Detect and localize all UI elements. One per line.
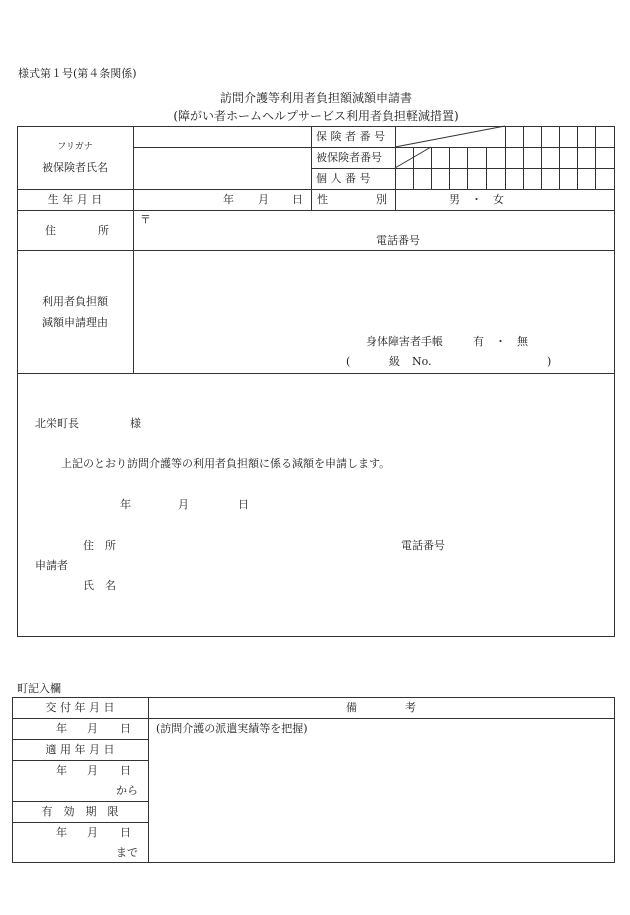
apply-year-unit: 年 bbox=[56, 764, 67, 777]
applicant-name-label: 氏 名 bbox=[83, 579, 116, 592]
birth-date-label: 生 年 月 日 bbox=[47, 193, 103, 206]
valid-year-unit: 年 bbox=[56, 826, 67, 839]
personal-number-label: 個 人 番 号 bbox=[316, 172, 371, 185]
issue-year-unit: 年 bbox=[56, 722, 67, 735]
application-year-unit: 年 bbox=[120, 498, 131, 511]
paren-open: ( bbox=[346, 355, 351, 368]
valid-period-label: 有 効 期 限 bbox=[41, 805, 119, 818]
application-day-unit: 日 bbox=[238, 498, 249, 511]
column-divider bbox=[148, 697, 149, 863]
issue-day-unit: 日 bbox=[120, 722, 131, 735]
applicant-label: 申請者 bbox=[35, 559, 68, 572]
applicant-name-field[interactable] bbox=[130, 576, 380, 594]
row-divider bbox=[12, 739, 148, 740]
insured-number-label: 被保険者番号 bbox=[316, 151, 382, 164]
address-label: 住 bbox=[45, 224, 56, 237]
birth-day-unit: 日 bbox=[292, 193, 303, 206]
sex-label: 性 bbox=[317, 193, 328, 206]
applicant-address-label: 住 所 bbox=[83, 539, 116, 552]
insured-name-field[interactable] bbox=[134, 148, 310, 188]
disability-book-label: 身体障害者手帳 bbox=[366, 335, 443, 348]
birth-year-unit: 年 bbox=[223, 193, 234, 206]
address-field[interactable] bbox=[152, 212, 612, 230]
apply-day-unit: 日 bbox=[120, 764, 131, 777]
until-label: まで bbox=[116, 846, 138, 859]
issue-month-unit: 月 bbox=[87, 722, 98, 735]
sex-options[interactable]: 男 ・ 女 bbox=[449, 193, 504, 206]
honorific: 様 bbox=[130, 417, 141, 430]
remarks-field[interactable] bbox=[152, 740, 612, 860]
furigana-field[interactable] bbox=[134, 127, 310, 146]
furigana-label: フリガナ bbox=[57, 142, 93, 152]
valid-month-unit: 月 bbox=[87, 826, 98, 839]
disability-number-label: No. bbox=[412, 355, 432, 368]
declaration-statement: 上記のとおり訪問介護等の利用者負担額に係る減額を申請します。 bbox=[61, 457, 391, 470]
insurer-number-label: 保 険 者 番 号 bbox=[316, 130, 385, 143]
disability-book-options[interactable]: 有 ・ 無 bbox=[473, 335, 528, 348]
applicant-phone-label: 電話番号 bbox=[401, 539, 445, 552]
addressee: 北栄町長 bbox=[35, 417, 79, 430]
reason-field[interactable] bbox=[134, 252, 612, 332]
office-section-heading: 町記入欄 bbox=[17, 682, 61, 695]
apply-date-label: 適 用 年 月 日 bbox=[45, 743, 115, 756]
remarks-label: 備 bbox=[346, 701, 357, 714]
grade-label: 級 bbox=[389, 355, 400, 368]
row-divider bbox=[12, 760, 148, 761]
form-subtitle: (障がい者ホームヘルプサービス利用者負担軽減措置) bbox=[173, 109, 459, 123]
row-divider bbox=[12, 718, 615, 719]
form-number: 様式第１号(第４条関係) bbox=[18, 67, 137, 80]
applicant-address-field[interactable] bbox=[130, 536, 380, 554]
valid-day-unit: 日 bbox=[120, 826, 131, 839]
row-divider bbox=[12, 822, 148, 823]
insured-name-label: 被保険者氏名 bbox=[42, 161, 108, 174]
postal-mark: 〒 bbox=[140, 213, 151, 226]
phone-label: 電話番号 bbox=[376, 234, 420, 247]
remarks-note: (訪問介護の派遣実績等を把握) bbox=[156, 722, 308, 735]
applicant-phone-field[interactable] bbox=[460, 536, 600, 554]
form-title: 訪問介護等利用者負担額減額申請書 bbox=[219, 91, 413, 105]
reason-label-line1: 利用者負担額 bbox=[42, 295, 108, 308]
remarks-label-end: 考 bbox=[405, 701, 416, 714]
paren-close: ) bbox=[547, 355, 552, 368]
address-label-end: 所 bbox=[98, 224, 109, 237]
from-label: から bbox=[116, 784, 138, 797]
application-month-unit: 月 bbox=[178, 498, 189, 511]
row-divider bbox=[12, 801, 148, 802]
apply-month-unit: 月 bbox=[87, 764, 98, 777]
issue-date-label: 交 付 年 月 日 bbox=[45, 701, 115, 714]
reason-label-line2: 減額申請理由 bbox=[42, 316, 108, 329]
sex-label-end: 別 bbox=[376, 193, 387, 206]
birth-month-unit: 月 bbox=[258, 193, 269, 206]
